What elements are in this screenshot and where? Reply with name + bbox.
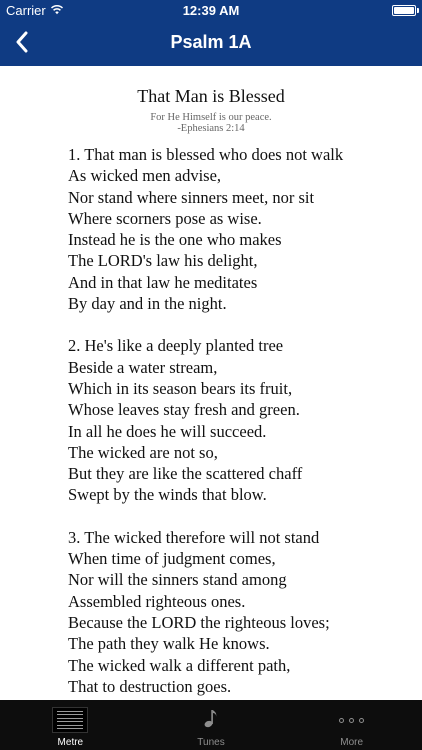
battery-tip: [417, 8, 419, 13]
verse-line: The LORD's law his delight,: [68, 251, 258, 271]
tab-icon-container: [0, 706, 141, 734]
tab-label-more: More: [340, 737, 364, 748]
status-bar: [0, 0, 422, 22]
verse-line: Whose leaves stay fresh and green.: [68, 400, 300, 420]
verse-line: Nor will the sinners stand among: [68, 570, 287, 590]
psalm-content[interactable]: [0, 66, 422, 700]
tab-icon-container: [281, 706, 422, 734]
verse-line: Assembled righteous ones.: [68, 591, 246, 611]
verse-line: The wicked are not so,: [68, 442, 218, 462]
verse-line: Nor stand where sinners meet, nor sit: [68, 187, 315, 207]
status-time: 12:39 AM: [182, 3, 240, 18]
page-title: Psalm 1A: [170, 32, 252, 52]
tab-label-tunes: Tunes: [197, 737, 225, 748]
epigraph-reference: -Ephesians 2:14: [177, 123, 245, 134]
verse-3: [68, 527, 408, 697]
battery-fill: [394, 7, 414, 14]
tab-label-metre: Metre: [57, 737, 84, 748]
epigraph-text: For He Himself is our peace.: [150, 112, 272, 123]
verse-line: Swept by the winds that blow.: [68, 485, 267, 505]
music-note-icon: [204, 708, 218, 733]
verse-line: 2. He's like a deeply planted tree: [68, 336, 284, 356]
tab-icon-container: [141, 706, 282, 734]
navigation-bar: [0, 22, 422, 66]
verse-2: [68, 335, 408, 505]
verse-line: Which in its season bears its fruit,: [68, 378, 293, 398]
verse-line: By day and in the night.: [68, 294, 227, 314]
carrier-label: Carrier: [6, 3, 46, 18]
more-dots-icon: [339, 718, 364, 723]
tab-tunes[interactable]: [141, 700, 282, 750]
verse-line: And in that law he meditates: [68, 272, 258, 292]
battery-icon: [392, 5, 416, 16]
epigraph: [0, 112, 422, 134]
verse-line: In all he does he will succeed.: [68, 421, 267, 441]
verse-line: When time of judgment comes,: [68, 549, 276, 569]
verses: [68, 144, 408, 700]
verse-line: Where scorners pose as wise.: [68, 208, 262, 228]
tab-metre[interactable]: [0, 700, 141, 750]
verse-line: As wicked men advise,: [68, 166, 222, 186]
verse-line: 3. The wicked therefore will not stand: [68, 527, 320, 547]
verse-line: The path they walk He knows.: [68, 634, 270, 654]
app-header: [0, 0, 422, 66]
psalm-title: That Man is Blessed: [137, 86, 285, 106]
verse-line: Because the LORD the righteous loves;: [68, 612, 330, 632]
verse-1: [68, 144, 408, 314]
tab-more[interactable]: [281, 700, 422, 750]
verse-line: 1. That man is blessed who does not walk: [68, 145, 344, 164]
verse-line: But they are like the scattered chaff: [68, 464, 303, 484]
verse-line: That to destruction goes.: [68, 676, 232, 696]
tab-bar: [0, 700, 422, 750]
verse-line: Instead he is the one who makes: [68, 230, 282, 250]
verse-line: The wicked walk a different path,: [68, 655, 291, 675]
verse-line: Beside a water stream,: [68, 357, 218, 377]
sheet-music-thumbnail-icon: [52, 707, 88, 733]
